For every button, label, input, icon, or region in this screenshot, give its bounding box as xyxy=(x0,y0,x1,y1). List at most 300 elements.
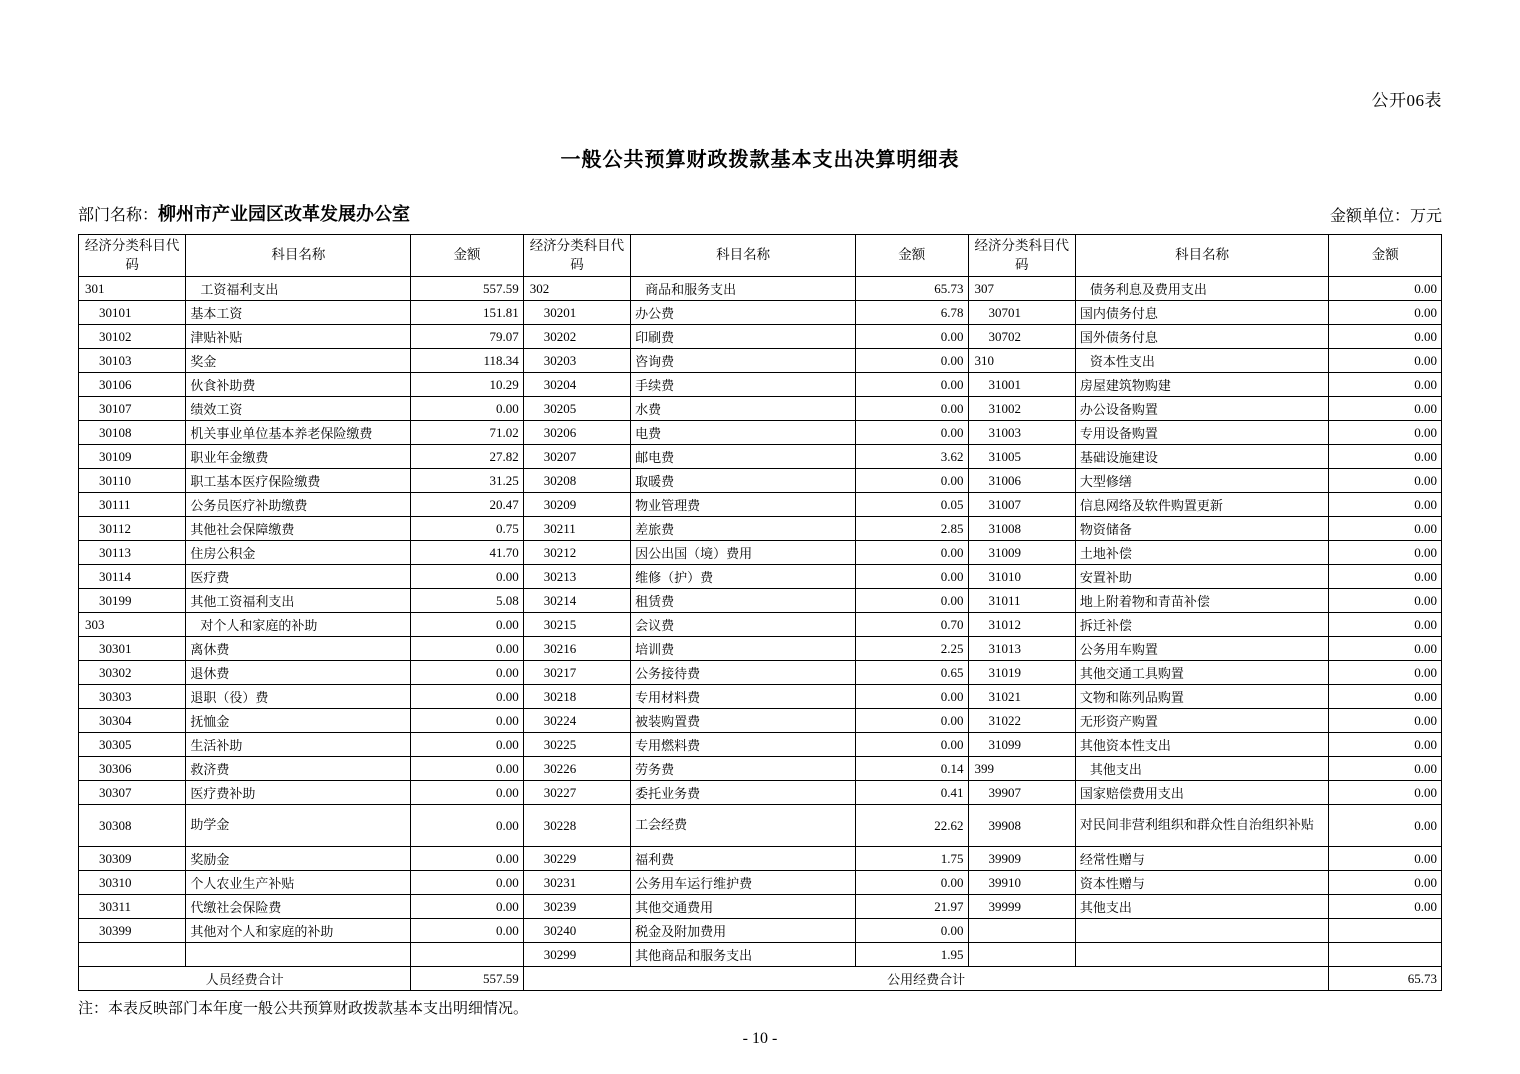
cell-amount: 0.00 xyxy=(411,733,523,757)
cell-name: 资本性支出 xyxy=(1075,349,1329,373)
cell-amount: 0.00 xyxy=(856,373,968,397)
table-row xyxy=(79,805,1442,847)
cell-amount: 79.07 xyxy=(411,325,523,349)
cell-code: 31003 xyxy=(968,421,1075,445)
cell-name: 职业年金缴费 xyxy=(186,445,411,469)
cell-code: 31099 xyxy=(968,733,1075,757)
cell-amount: 0.00 xyxy=(1329,805,1442,847)
cell-code: 30239 xyxy=(523,895,630,919)
cell-name: 物资储备 xyxy=(1075,517,1329,541)
cell-amount: 41.70 xyxy=(411,541,523,565)
table-row xyxy=(79,373,1442,397)
header-amount-2: 金额 xyxy=(856,235,968,277)
cell-amount: 0.00 xyxy=(411,565,523,589)
cell-name: 助学金 xyxy=(186,805,411,847)
cell-amount xyxy=(411,943,523,967)
cell-name: 离休费 xyxy=(186,637,411,661)
cell-amount: 0.00 xyxy=(411,709,523,733)
cell-code: 303 xyxy=(79,613,186,637)
cell-name: 其他交通费用 xyxy=(631,895,856,919)
cell-code: 307 xyxy=(968,277,1075,301)
table-row xyxy=(79,781,1442,805)
cell-name: 其他资本性支出 xyxy=(1075,733,1329,757)
cell-amount: 0.00 xyxy=(1329,445,1442,469)
cell-name: 取暖费 xyxy=(631,469,856,493)
cell-amount: 71.02 xyxy=(411,421,523,445)
header-amount-1: 金额 xyxy=(411,235,523,277)
cell-code: 30109 xyxy=(79,445,186,469)
cell-name: 奖励金 xyxy=(186,847,411,871)
cell-amount: 0.00 xyxy=(1329,757,1442,781)
table-row xyxy=(79,493,1442,517)
header-code-3: 经济分类科目代码 xyxy=(968,235,1075,277)
cell-name: 绩效工资 xyxy=(186,397,411,421)
cell-amount: 0.41 xyxy=(856,781,968,805)
cell-name: 基础设施建设 xyxy=(1075,445,1329,469)
cell-name: 工资福利支出 xyxy=(186,277,411,301)
cell-code: 31007 xyxy=(968,493,1075,517)
cell-code: 30102 xyxy=(79,325,186,349)
table-row xyxy=(79,397,1442,421)
cell-amount: 2.25 xyxy=(856,637,968,661)
cell-name: 伙食补助费 xyxy=(186,373,411,397)
table-note: 注：本表反映部门本年度一般公共预算财政拨款基本支出明细情况。 xyxy=(78,1001,529,1017)
cell-code: 30216 xyxy=(523,637,630,661)
cell-name: 水费 xyxy=(631,397,856,421)
cell-amount: 0.00 xyxy=(1329,685,1442,709)
cell-name: 其他社会保障缴费 xyxy=(186,517,411,541)
cell-name: 专用燃料费 xyxy=(631,733,856,757)
cell-amount: 0.00 xyxy=(856,733,968,757)
cell-name: 住房公积金 xyxy=(186,541,411,565)
cell-name: 印刷费 xyxy=(631,325,856,349)
cell-code: 30301 xyxy=(79,637,186,661)
cell-code: 31010 xyxy=(968,565,1075,589)
cell-amount: 22.62 xyxy=(856,805,968,847)
table-row xyxy=(79,919,1442,943)
header-code-2: 经济分类科目代码 xyxy=(523,235,630,277)
table-row xyxy=(79,565,1442,589)
cell-amount: 0.00 xyxy=(1329,661,1442,685)
table-row xyxy=(79,613,1442,637)
cell-name: 其他交通工具购置 xyxy=(1075,661,1329,685)
cell-code: 31021 xyxy=(968,685,1075,709)
cell-amount: 0.00 xyxy=(1329,541,1442,565)
cell-name: 信息网络及软件购置更新 xyxy=(1075,493,1329,517)
cell-name: 抚恤金 xyxy=(186,709,411,733)
cell-code: 30112 xyxy=(79,517,186,541)
cell-code: 30303 xyxy=(79,685,186,709)
cell-amount: 0.65 xyxy=(856,661,968,685)
table-row xyxy=(79,325,1442,349)
department-info xyxy=(78,200,410,226)
cell-amount: 0.00 xyxy=(856,397,968,421)
cell-amount: 27.82 xyxy=(411,445,523,469)
cell-code: 30206 xyxy=(523,421,630,445)
cell-name: 会议费 xyxy=(631,613,856,637)
cell-amount: 0.00 xyxy=(1329,325,1442,349)
cell-code: 30107 xyxy=(79,397,186,421)
cell-amount: 0.00 xyxy=(1329,349,1442,373)
cell-name: 国家赔偿费用支出 xyxy=(1075,781,1329,805)
cell-code: 30229 xyxy=(523,847,630,871)
cell-name: 商品和服务支出 xyxy=(631,277,856,301)
cell-code: 30240 xyxy=(523,919,630,943)
cell-code: 30226 xyxy=(523,757,630,781)
cell-name: 因公出国（境）费用 xyxy=(631,541,856,565)
cell-name: 职工基本医疗保险缴费 xyxy=(186,469,411,493)
cell-code: 30213 xyxy=(523,565,630,589)
cell-name: 咨询费 xyxy=(631,349,856,373)
cell-amount xyxy=(1329,943,1442,967)
cell-code: 30225 xyxy=(523,733,630,757)
cell-amount: 10.29 xyxy=(411,373,523,397)
table-row xyxy=(79,421,1442,445)
cell-name: 办公设备购置 xyxy=(1075,397,1329,421)
amount-unit-label: 金额单位：万元 xyxy=(1329,208,1442,225)
cell-code: 30199 xyxy=(79,589,186,613)
cell-amount: 0.00 xyxy=(411,613,523,637)
cell-name: 其他工资福利支出 xyxy=(186,589,411,613)
cell-code: 30231 xyxy=(523,871,630,895)
cell-name: 救济费 xyxy=(186,757,411,781)
cell-code: 30113 xyxy=(79,541,186,565)
cell-amount: 0.70 xyxy=(856,613,968,637)
cell-amount: 0.00 xyxy=(1329,781,1442,805)
cell-name: 公务用车运行维护费 xyxy=(631,871,856,895)
cell-amount: 0.00 xyxy=(1329,733,1442,757)
table-row xyxy=(79,871,1442,895)
cell-amount: 0.00 xyxy=(1329,301,1442,325)
budget-detail-table xyxy=(78,234,1442,991)
cell-name xyxy=(1075,919,1329,943)
cell-amount: 0.00 xyxy=(411,685,523,709)
cell-amount: 0.00 xyxy=(856,919,968,943)
cell-name: 国外债务付息 xyxy=(1075,325,1329,349)
cell-code: 30111 xyxy=(79,493,186,517)
cell-amount: 0.00 xyxy=(1329,421,1442,445)
cell-name: 拆迁补偿 xyxy=(1075,613,1329,637)
table-row xyxy=(79,661,1442,685)
cell-amount: 6.78 xyxy=(856,301,968,325)
table-row xyxy=(79,847,1442,871)
cell-name: 手续费 xyxy=(631,373,856,397)
cell-code: 310 xyxy=(968,349,1075,373)
table-row xyxy=(79,469,1442,493)
cell-name: 退职（役）费 xyxy=(186,685,411,709)
cell-name: 电费 xyxy=(631,421,856,445)
personnel-total-label: 人员经费合计 xyxy=(79,967,411,991)
cell-code: 30101 xyxy=(79,301,186,325)
cell-amount xyxy=(1329,919,1442,943)
cell-code: 30214 xyxy=(523,589,630,613)
cell-amount: 0.00 xyxy=(1329,517,1442,541)
cell-name: 津贴补贴 xyxy=(186,325,411,349)
cell-amount: 1.95 xyxy=(856,943,968,967)
cell-name: 个人农业生产补贴 xyxy=(186,871,411,895)
cell-amount: 0.00 xyxy=(856,871,968,895)
cell-amount: 21.97 xyxy=(856,895,968,919)
table-row xyxy=(79,301,1442,325)
cell-code: 30305 xyxy=(79,733,186,757)
cell-name: 专用材料费 xyxy=(631,685,856,709)
cell-amount: 0.00 xyxy=(411,895,523,919)
cell-amount: 0.00 xyxy=(1329,637,1442,661)
cell-name: 税金及附加费用 xyxy=(631,919,856,943)
public-total-amount: 65.73 xyxy=(1329,967,1442,991)
cell-name: 维修（护）费 xyxy=(631,565,856,589)
cell-amount: 0.00 xyxy=(1329,469,1442,493)
cell-code: 30203 xyxy=(523,349,630,373)
cell-code: 30308 xyxy=(79,805,186,847)
page-title: 一般公共预算财政拨款基本支出决算明细表 xyxy=(560,149,960,171)
cell-amount: 0.00 xyxy=(1329,709,1442,733)
cell-name: 委托业务费 xyxy=(631,781,856,805)
header-name-3: 科目名称 xyxy=(1075,235,1329,277)
cell-amount: 0.00 xyxy=(411,637,523,661)
cell-code: 30209 xyxy=(523,493,630,517)
cell-name: 医疗费补助 xyxy=(186,781,411,805)
cell-amount: 0.14 xyxy=(856,757,968,781)
cell-amount: 0.05 xyxy=(856,493,968,517)
cell-amount: 118.34 xyxy=(411,349,523,373)
header-code-1: 经济分类科目代码 xyxy=(79,235,186,277)
cell-name: 奖金 xyxy=(186,349,411,373)
public-total-label: 公用经费合计 xyxy=(523,967,1329,991)
cell-code: 30218 xyxy=(523,685,630,709)
cell-amount: 0.00 xyxy=(1329,871,1442,895)
cell-code: 30227 xyxy=(523,781,630,805)
cell-name: 医疗费 xyxy=(186,565,411,589)
cell-code: 30701 xyxy=(968,301,1075,325)
cell-name: 其他对个人和家庭的补助 xyxy=(186,919,411,943)
cell-amount: 0.00 xyxy=(411,847,523,871)
cell-code xyxy=(79,943,186,967)
cell-name: 物业管理费 xyxy=(631,493,856,517)
cell-code: 30307 xyxy=(79,781,186,805)
cell-code: 30110 xyxy=(79,469,186,493)
totals-row xyxy=(79,967,1442,991)
cell-amount: 0.00 xyxy=(856,589,968,613)
cell-amount: 0.00 xyxy=(856,421,968,445)
cell-code: 30228 xyxy=(523,805,630,847)
cell-name: 国内债务付息 xyxy=(1075,301,1329,325)
meta-row xyxy=(78,200,1442,226)
table-row xyxy=(79,709,1442,733)
cell-amount: 0.00 xyxy=(856,541,968,565)
cell-name: 代缴社会保险费 xyxy=(186,895,411,919)
cell-code: 39909 xyxy=(968,847,1075,871)
cell-code: 30114 xyxy=(79,565,186,589)
cell-name: 差旅费 xyxy=(631,517,856,541)
cell-code: 302 xyxy=(523,277,630,301)
cell-code: 31012 xyxy=(968,613,1075,637)
cell-code: 30302 xyxy=(79,661,186,685)
cell-name: 经常性赠与 xyxy=(1075,847,1329,871)
cell-amount: 0.00 xyxy=(856,565,968,589)
cell-amount: 0.00 xyxy=(1329,493,1442,517)
cell-amount: 0.00 xyxy=(411,871,523,895)
cell-amount: 1.75 xyxy=(856,847,968,871)
cell-code: 30309 xyxy=(79,847,186,871)
cell-code: 39999 xyxy=(968,895,1075,919)
cell-name: 退休费 xyxy=(186,661,411,685)
table-row xyxy=(79,541,1442,565)
cell-code: 30399 xyxy=(79,919,186,943)
cell-code: 30212 xyxy=(523,541,630,565)
table-row xyxy=(79,757,1442,781)
cell-name: 对民间非营利组织和群众性自治组织补贴 xyxy=(1075,805,1329,847)
cell-amount: 0.00 xyxy=(411,757,523,781)
cell-name: 其他支出 xyxy=(1075,757,1329,781)
cell-amount: 0.00 xyxy=(1329,589,1442,613)
cell-amount: 31.25 xyxy=(411,469,523,493)
header-name-2: 科目名称 xyxy=(631,235,856,277)
cell-name: 公务接待费 xyxy=(631,661,856,685)
cell-code: 30201 xyxy=(523,301,630,325)
cell-amount: 0.00 xyxy=(411,397,523,421)
table-row xyxy=(79,445,1442,469)
cell-amount: 0.00 xyxy=(1329,397,1442,421)
cell-name: 其他支出 xyxy=(1075,895,1329,919)
cell-name: 大型修缮 xyxy=(1075,469,1329,493)
cell-amount: 0.00 xyxy=(856,349,968,373)
table-row xyxy=(79,589,1442,613)
cell-amount: 2.85 xyxy=(856,517,968,541)
cell-code: 30224 xyxy=(523,709,630,733)
page-number: - 10 - xyxy=(742,1030,778,1047)
table-row xyxy=(79,277,1442,301)
cell-amount: 0.00 xyxy=(856,469,968,493)
cell-amount: 151.81 xyxy=(411,301,523,325)
cell-code: 30304 xyxy=(79,709,186,733)
cell-name: 无形资产购置 xyxy=(1075,709,1329,733)
cell-name: 资本性赠与 xyxy=(1075,871,1329,895)
cell-code: 30106 xyxy=(79,373,186,397)
cell-code: 30208 xyxy=(523,469,630,493)
cell-code: 30202 xyxy=(523,325,630,349)
cell-code: 30204 xyxy=(523,373,630,397)
cell-name: 专用设备购置 xyxy=(1075,421,1329,445)
cell-code: 31005 xyxy=(968,445,1075,469)
cell-code: 31001 xyxy=(968,373,1075,397)
cell-code: 30311 xyxy=(79,895,186,919)
cell-code: 30207 xyxy=(523,445,630,469)
table-row xyxy=(79,733,1442,757)
cell-amount: 0.00 xyxy=(1329,565,1442,589)
table-row xyxy=(79,685,1442,709)
cell-amount: 0.00 xyxy=(411,919,523,943)
cell-code: 39908 xyxy=(968,805,1075,847)
cell-name xyxy=(186,943,411,967)
cell-amount: 0.00 xyxy=(1329,373,1442,397)
cell-name: 地上附着物和青苗补偿 xyxy=(1075,589,1329,613)
cell-name: 安置补助 xyxy=(1075,565,1329,589)
cell-name: 租赁费 xyxy=(631,589,856,613)
department-name: 柳州市产业园区改革发展办公室 xyxy=(158,204,411,224)
table-body xyxy=(79,277,1442,967)
cell-amount: 0.00 xyxy=(411,781,523,805)
table-row xyxy=(79,349,1442,373)
cell-name: 培训费 xyxy=(631,637,856,661)
cell-code: 30702 xyxy=(968,325,1075,349)
cell-name xyxy=(1075,943,1329,967)
cell-name: 福利费 xyxy=(631,847,856,871)
cell-amount: 65.73 xyxy=(856,277,968,301)
cell-amount: 0.00 xyxy=(1329,277,1442,301)
cell-code: 301 xyxy=(79,277,186,301)
form-number: 公开06表 xyxy=(1371,91,1442,110)
cell-name: 机关事业单位基本养老保险缴费 xyxy=(186,421,411,445)
cell-code: 31013 xyxy=(968,637,1075,661)
cell-code xyxy=(968,919,1075,943)
personnel-total-amount: 557.59 xyxy=(411,967,523,991)
cell-code: 31008 xyxy=(968,517,1075,541)
table-row xyxy=(79,895,1442,919)
cell-code: 39910 xyxy=(968,871,1075,895)
cell-code: 399 xyxy=(968,757,1075,781)
table-row xyxy=(79,943,1442,967)
cell-name: 劳务费 xyxy=(631,757,856,781)
cell-amount: 0.00 xyxy=(856,709,968,733)
cell-name: 工会经费 xyxy=(631,805,856,847)
cell-code: 30299 xyxy=(523,943,630,967)
cell-name: 邮电费 xyxy=(631,445,856,469)
header-name-1: 科目名称 xyxy=(186,235,411,277)
cell-amount: 0.00 xyxy=(1329,895,1442,919)
cell-name: 公务员医疗补助缴费 xyxy=(186,493,411,517)
cell-amount: 0.75 xyxy=(411,517,523,541)
cell-name: 房屋建筑物购建 xyxy=(1075,373,1329,397)
cell-amount: 557.59 xyxy=(411,277,523,301)
header-amount-3: 金额 xyxy=(1329,235,1442,277)
cell-code: 30217 xyxy=(523,661,630,685)
cell-name: 土地补偿 xyxy=(1075,541,1329,565)
cell-amount: 3.62 xyxy=(856,445,968,469)
cell-amount: 0.00 xyxy=(411,805,523,847)
cell-name: 公务用车购置 xyxy=(1075,637,1329,661)
cell-code: 30108 xyxy=(79,421,186,445)
cell-code: 31011 xyxy=(968,589,1075,613)
cell-amount: 0.00 xyxy=(856,685,968,709)
cell-code: 30306 xyxy=(79,757,186,781)
table-row xyxy=(79,517,1442,541)
cell-code: 30211 xyxy=(523,517,630,541)
cell-name: 生活补助 xyxy=(186,733,411,757)
cell-amount: 0.00 xyxy=(1329,847,1442,871)
cell-code: 30205 xyxy=(523,397,630,421)
cell-amount: 5.08 xyxy=(411,589,523,613)
table-header-row xyxy=(79,235,1442,277)
cell-name: 债务利息及费用支出 xyxy=(1075,277,1329,301)
cell-code: 30103 xyxy=(79,349,186,373)
cell-code: 31019 xyxy=(968,661,1075,685)
cell-code: 30310 xyxy=(79,871,186,895)
table-row xyxy=(79,637,1442,661)
department-label: 部门名称： xyxy=(78,207,159,224)
cell-name: 对个人和家庭的补助 xyxy=(186,613,411,637)
cell-amount: 0.00 xyxy=(856,325,968,349)
cell-amount: 0.00 xyxy=(1329,613,1442,637)
cell-code: 31002 xyxy=(968,397,1075,421)
cell-code: 31022 xyxy=(968,709,1075,733)
cell-name: 被装购置费 xyxy=(631,709,856,733)
cell-name: 基本工资 xyxy=(186,301,411,325)
cell-code: 31006 xyxy=(968,469,1075,493)
cell-code: 30215 xyxy=(523,613,630,637)
cell-amount: 20.47 xyxy=(411,493,523,517)
cell-name: 文物和陈列品购置 xyxy=(1075,685,1329,709)
